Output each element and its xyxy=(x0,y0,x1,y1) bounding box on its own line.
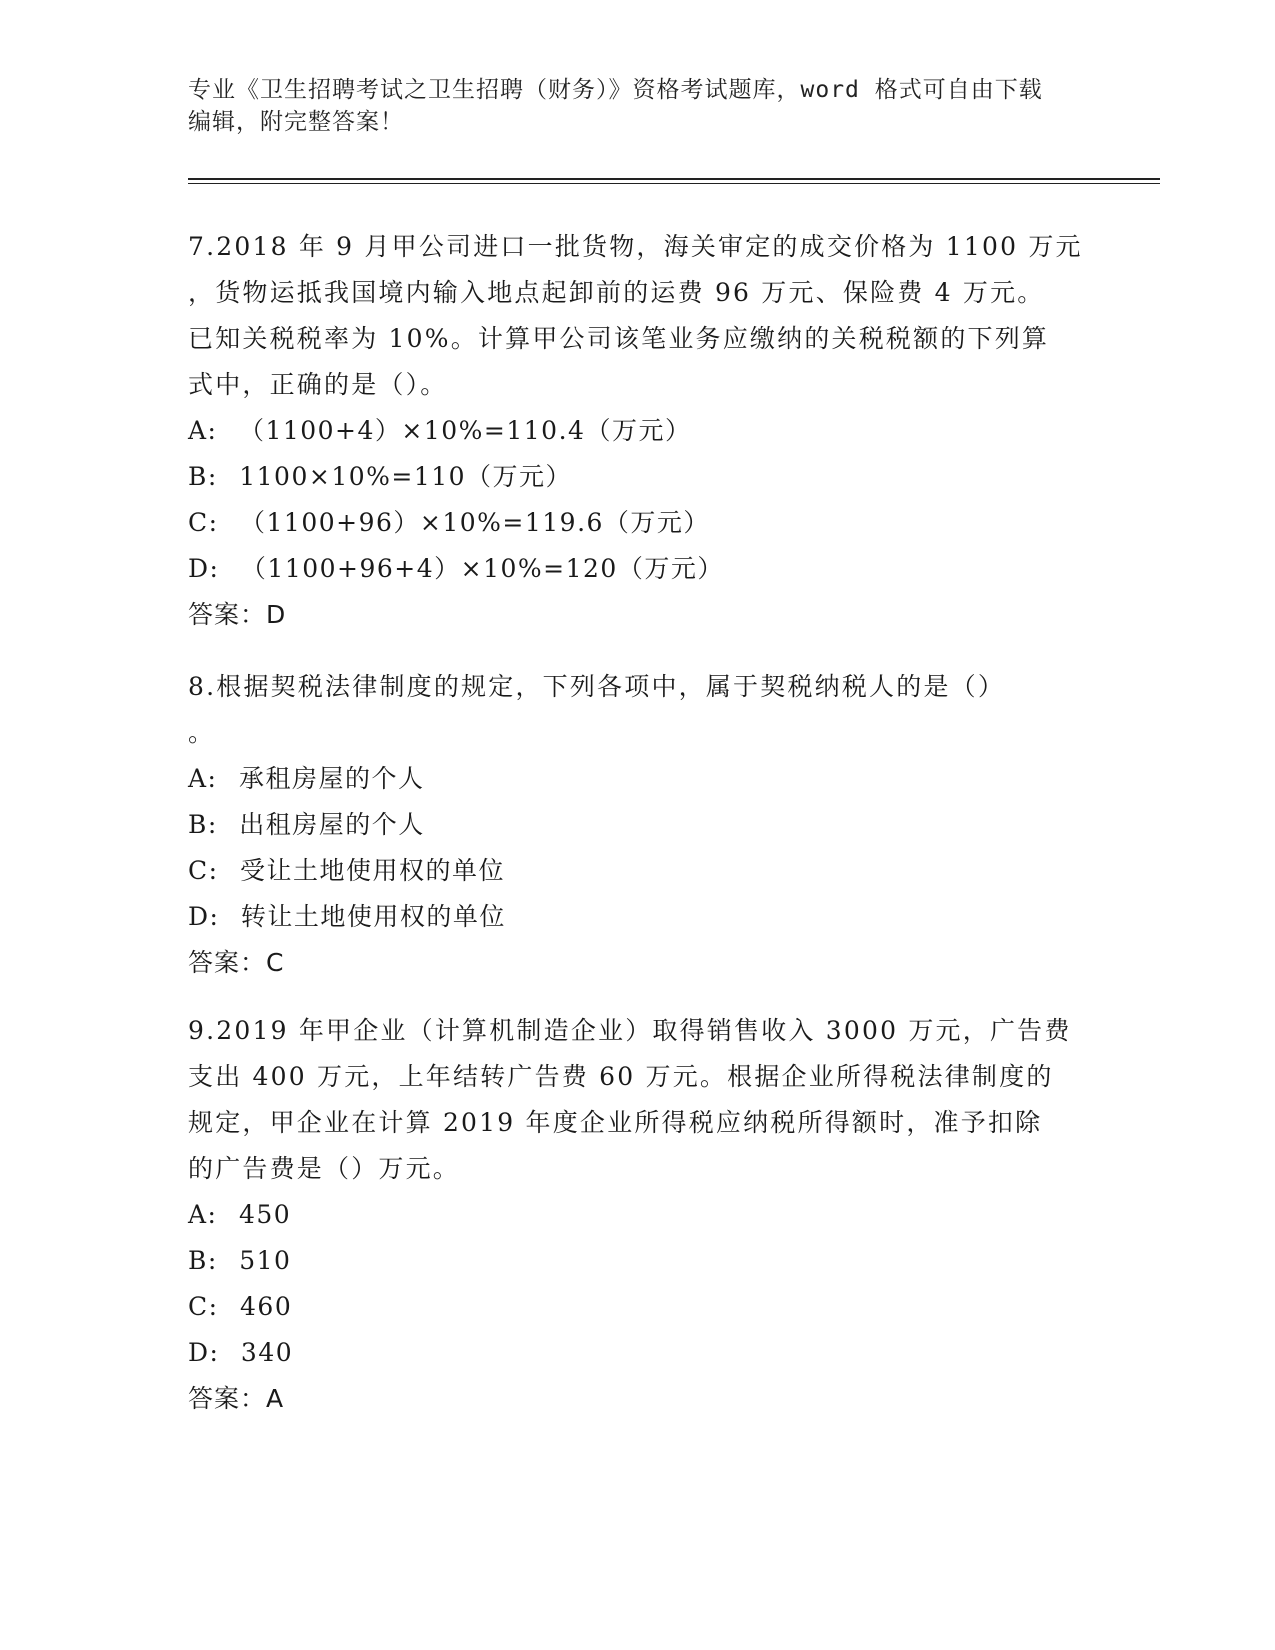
question-stem-line: 支出 400 万元，上年结转广告费 60 万元。根据企业所得税法律制度的 xyxy=(188,1062,1054,1091)
option-label: B: xyxy=(188,1246,218,1275)
option-text: 450 xyxy=(238,1200,292,1229)
option-label: D: xyxy=(188,1338,220,1367)
option-label: C: xyxy=(188,508,219,537)
option-text: 转让土地使用权的单位 xyxy=(240,902,506,931)
option-label: A: xyxy=(188,1200,218,1229)
question-stem-line: 式中，正确的是（）。 xyxy=(188,370,448,399)
option-text: （1100+96）×10%=119.6（万元） xyxy=(240,508,710,537)
option-label: C: xyxy=(188,1292,219,1321)
option-text: 460 xyxy=(240,1292,293,1321)
answer-line: 答案：D xyxy=(188,600,287,629)
question-stem-line: 。 xyxy=(188,718,216,747)
option-label: A: xyxy=(188,416,218,445)
option-b xyxy=(188,802,1088,848)
option-text: 510 xyxy=(239,1246,292,1275)
option-text: 出租房屋的个人 xyxy=(239,810,425,839)
question-9 xyxy=(188,1008,1088,1422)
option-label: D: xyxy=(188,554,220,583)
option-c xyxy=(188,500,1088,546)
header-line-1: 专业《卫生招聘考试之卫生招聘（财务）》资格考试题库，word 格式可自由下载 xyxy=(188,77,1043,103)
header-line-2: 编辑，附完整答案！ xyxy=(188,109,404,135)
question-8 xyxy=(188,664,1088,986)
option-label: D: xyxy=(188,902,220,931)
question-stem-line: 规定，甲企业在计算 2019 年度企业所得税应纳税所得额时，准予扣除 xyxy=(188,1108,1043,1137)
option-text: 承租房屋的个人 xyxy=(238,764,425,793)
option-b xyxy=(188,1238,1088,1284)
option-c xyxy=(188,848,1088,894)
option-text: 340 xyxy=(240,1338,294,1367)
option-d xyxy=(188,1330,1088,1376)
option-label: B: xyxy=(188,810,218,839)
option-d xyxy=(188,894,1088,940)
option-label: C: xyxy=(188,856,219,885)
option-label: A: xyxy=(188,764,218,793)
question-stem-line: 8.根据契税法律制度的规定，下列各项中，属于契税纳税人的是（） xyxy=(188,672,1006,701)
question-stem-line: 的广告费是（）万元。 xyxy=(188,1154,461,1183)
option-text: （1100+96+4）×10%=120（万元） xyxy=(240,554,724,583)
document-header xyxy=(188,74,1088,138)
question-stem-line: 9.2019 年甲企业（计算机制造企业）取得销售收入 3000 万元，广告费 xyxy=(188,1016,1072,1045)
option-label: B: xyxy=(188,462,218,491)
question-stem-line: 已知关税税率为 10%。计算甲公司该笔业务应缴纳的关税税额的下列算 xyxy=(188,324,1050,353)
option-b xyxy=(188,454,1088,500)
option-text: 1100×10%=110（万元） xyxy=(239,462,573,491)
option-c xyxy=(188,1284,1088,1330)
option-a xyxy=(188,1192,1088,1238)
answer-line: 答案：A xyxy=(188,1384,285,1413)
answer-line: 答案：C xyxy=(188,948,285,977)
option-a xyxy=(188,756,1088,802)
question-stem-line: ，货物运抵我国境内输入地点起卸前的运费 96 万元、保险费 4 万元。 xyxy=(188,278,1045,307)
header-divider xyxy=(188,178,1160,184)
question-7 xyxy=(188,224,1088,638)
question-stem-line: 7.2018 年 9 月甲公司进口一批货物，海关审定的成交价格为 1100 万元 xyxy=(188,232,1083,261)
option-d xyxy=(188,546,1088,592)
option-text: （1100+4）×10%=110.4（万元） xyxy=(238,416,692,445)
option-a xyxy=(188,408,1088,454)
option-text: 受让土地使用权的单位 xyxy=(240,856,506,885)
